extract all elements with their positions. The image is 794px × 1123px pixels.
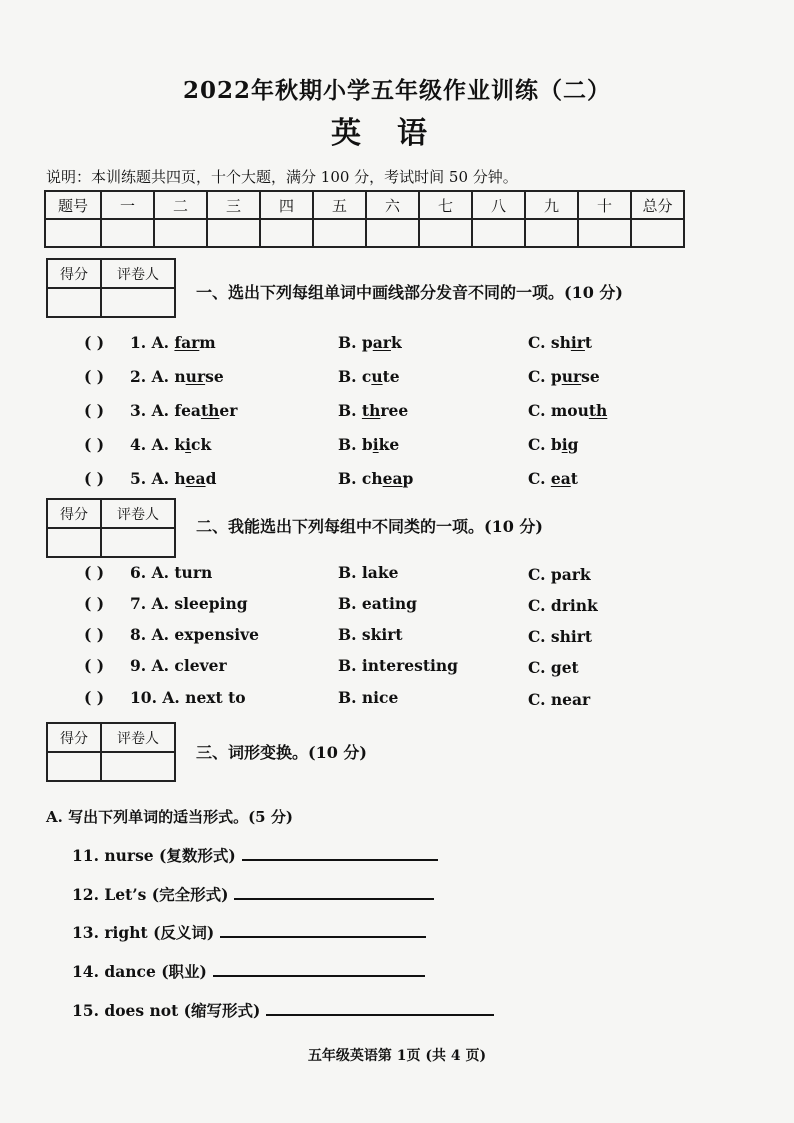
score-table-cell[interactable] <box>207 219 260 247</box>
grader-cell[interactable] <box>101 288 175 317</box>
score-label: 得分 <box>47 499 101 528</box>
answer-blank[interactable]: ( ) <box>84 469 105 488</box>
question-option-a: ( ) 5. A. head <box>84 469 217 488</box>
answer-blank[interactable]: ( ) <box>84 563 105 582</box>
question-option-c: C. park <box>528 565 591 584</box>
question-option-b: B. skirt <box>338 625 403 644</box>
answer-blank[interactable]: ( ) <box>84 594 105 613</box>
word-form-prompt: 13. right (反义词) <box>72 923 215 942</box>
question-option-b: B. interesting <box>338 656 458 675</box>
question-option-b: B. nice <box>338 688 399 707</box>
question-option-b: B. eating <box>338 594 417 613</box>
underlined-letters: far <box>174 333 200 352</box>
question-option-b: B. cute <box>338 367 400 386</box>
score-table-header: 八 <box>472 191 525 219</box>
score-table-cell[interactable] <box>366 219 419 247</box>
section3-subheading: A. 写出下列单词的适当形式。(5 分) <box>46 808 293 826</box>
question-option-a: ( ) 4. A. kick <box>84 435 212 454</box>
question-option-a: ( ) 3. A. feather <box>84 401 238 420</box>
word-form-prompt: 14. dance (职业) <box>72 962 207 981</box>
score-table-cell[interactable] <box>472 219 525 247</box>
question-option-b: B. bike <box>338 435 400 454</box>
score-table-cell[interactable] <box>154 219 207 247</box>
grader-cell[interactable] <box>101 528 175 557</box>
question-option-c: C. eat <box>528 469 578 488</box>
question-option-a: ( ) 7. A. sleeping <box>84 594 248 613</box>
answer-line[interactable] <box>242 845 438 861</box>
score-table <box>44 190 685 248</box>
grader-cell[interactable] <box>101 752 175 781</box>
score-label: 得分 <box>47 259 101 288</box>
score-table-header: 二 <box>154 191 207 219</box>
score-table-cell[interactable] <box>101 219 154 247</box>
underlined-letters: th <box>588 401 608 420</box>
exam-title: 2022年秋期小学五年级作业训练（二） <box>182 77 611 104</box>
word-form-prompt: 11. nurse (复数形式) <box>72 846 236 865</box>
word-form-prompt: 12. Let’s (完全形式) <box>72 885 229 904</box>
question-option-a: ( ) 2. A. nurse <box>84 367 224 386</box>
score-table-cell[interactable] <box>631 219 684 247</box>
answer-blank[interactable]: ( ) <box>84 401 105 420</box>
answer-blank[interactable]: ( ) <box>84 656 105 675</box>
underlined-letters: u <box>371 367 383 386</box>
score-table-cell[interactable] <box>578 219 631 247</box>
underlined-letters: ur <box>185 367 206 386</box>
answer-blank[interactable]: ( ) <box>84 367 105 386</box>
question-option-c: C. get <box>528 658 579 677</box>
word-form-item <box>72 999 494 1021</box>
answer-blank[interactable]: ( ) <box>84 688 105 707</box>
question-option-c: C. purse <box>528 367 600 386</box>
answer-blank[interactable]: ( ) <box>84 625 105 644</box>
score-cell[interactable] <box>47 752 101 781</box>
question-option-a: ( ) 1. A. farm <box>84 333 216 352</box>
underlined-letters: th <box>200 401 220 420</box>
answer-blank[interactable]: ( ) <box>84 333 105 352</box>
question-option-a: ( ) 6. A. turn <box>84 563 213 582</box>
question-option-c: C. shirt <box>528 333 593 352</box>
grader-box-3 <box>46 722 176 782</box>
score-table-header: 四 <box>260 191 313 219</box>
score-table-header: 总分 <box>631 191 684 219</box>
word-form-item <box>72 921 426 943</box>
score-label: 得分 <box>47 723 101 752</box>
score-table-header: 六 <box>366 191 419 219</box>
score-table-cell[interactable] <box>419 219 472 247</box>
question-option-c: C. big <box>528 435 579 454</box>
score-table-header: 九 <box>525 191 578 219</box>
grader-label: 评卷人 <box>101 259 175 288</box>
word-form-item <box>72 844 438 866</box>
underlined-letters: i <box>561 435 568 454</box>
score-table-header: 一 <box>101 191 154 219</box>
score-table-cell[interactable] <box>313 219 366 247</box>
answer-blank[interactable]: ( ) <box>84 435 105 454</box>
score-table-header: 题号 <box>45 191 101 219</box>
question-option-c: C. drink <box>528 596 598 615</box>
grader-box-1 <box>46 258 176 318</box>
question-option-a: ( ) 10. A. next to <box>84 688 246 707</box>
question-option-a: ( ) 8. A. expensive <box>84 625 259 644</box>
score-table-header: 十 <box>578 191 631 219</box>
underlined-letters: ur <box>561 367 582 386</box>
answer-line[interactable] <box>266 1000 494 1016</box>
question-option-b: B. cheap <box>338 469 414 488</box>
word-form-item <box>72 883 434 905</box>
question-option-b: B. three <box>338 401 409 420</box>
underlined-letters: ir <box>570 333 585 352</box>
answer-line[interactable] <box>213 961 425 977</box>
score-table-cell[interactable] <box>525 219 578 247</box>
answer-line[interactable] <box>234 884 434 900</box>
section2-heading: 二、我能选出下列每组中不同类的一项。(10 分) <box>196 517 543 536</box>
underlined-letters: th <box>361 401 381 420</box>
subject-title: 英语 <box>331 116 463 151</box>
question-option-b: B. lake <box>338 563 399 582</box>
underlined-letters: i <box>185 435 192 454</box>
underlined-letters: ea <box>382 469 403 488</box>
score-cell[interactable] <box>47 288 101 317</box>
question-option-c: C. mouth <box>528 401 608 420</box>
score-table-header: 五 <box>313 191 366 219</box>
word-form-prompt: 15. does not (缩写形式) <box>72 1001 261 1020</box>
answer-line[interactable] <box>220 922 426 938</box>
score-table-cell[interactable] <box>260 219 313 247</box>
score-cell[interactable] <box>47 528 101 557</box>
question-option-c: C. near <box>528 690 591 709</box>
underlined-letters: ea <box>185 469 206 488</box>
underlined-letters: ar <box>372 333 391 352</box>
grader-box-2 <box>46 498 176 558</box>
word-form-item <box>72 960 425 982</box>
score-table-cell[interactable] <box>45 219 101 247</box>
question-option-a: ( ) 9. A. clever <box>84 656 227 675</box>
question-option-b: B. park <box>338 333 402 352</box>
score-table-header: 三 <box>207 191 260 219</box>
section3-heading: 三、词形变换。(10 分) <box>196 743 367 762</box>
page-footer: 五年级英语第 1页 (共 4 页) <box>307 1048 487 1064</box>
grader-label: 评卷人 <box>101 499 175 528</box>
question-option-c: C. shirt <box>528 627 593 646</box>
underlined-letters: i <box>372 435 379 454</box>
section1-heading: 一、选出下列每组单词中画线部分发音不同的一项。(10 分) <box>196 283 623 302</box>
instructions: 说明：本训练题共四页，十个大题，满分 100 分，考试时间 50 分钟。 <box>46 168 518 186</box>
underlined-letters: ea <box>550 469 571 488</box>
score-table-header: 七 <box>419 191 472 219</box>
grader-label: 评卷人 <box>101 723 175 752</box>
